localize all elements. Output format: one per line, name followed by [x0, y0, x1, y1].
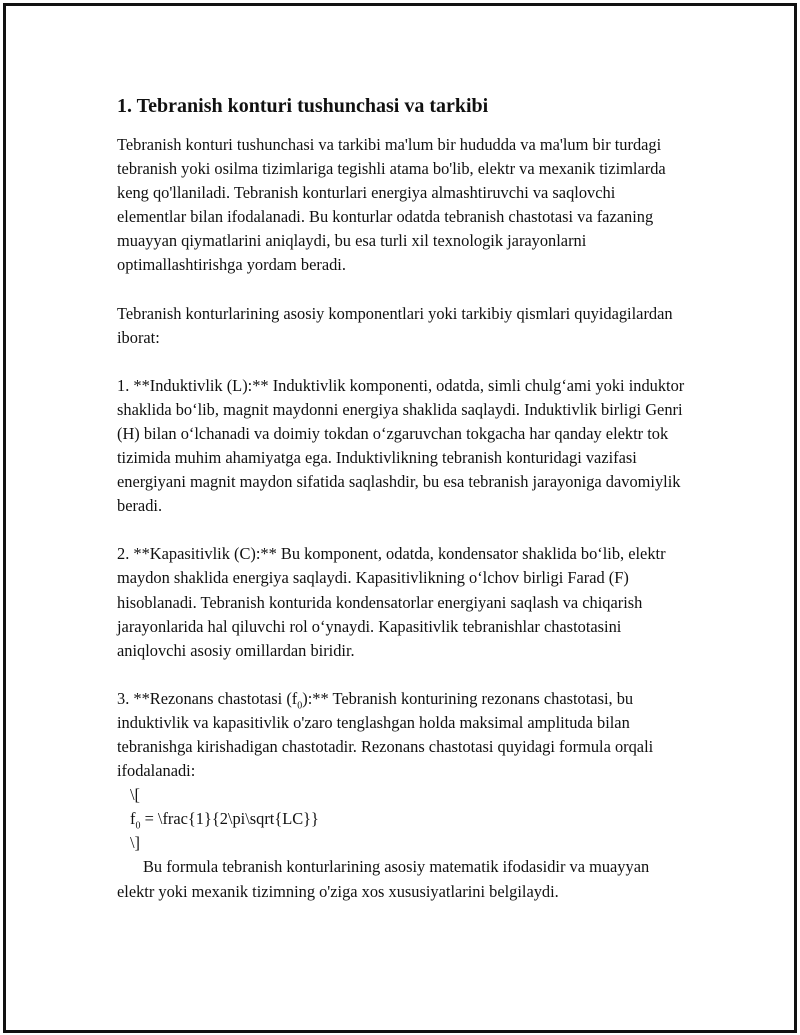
formula-subscript: 0 — [135, 820, 141, 832]
intro-paragraph: Tebranish konturi tushunchasi va tarkibi ma'lum bir hududda va ma'lum bir turdagi tebranish yoki osilma tizimlariga tegishli atama bo'lib, elektr va mexanik tizimlarda keng qo'llaniladi. Tebranish konturlari energiya almashtiruvchi va saqlovchi elementlar bilan ifodalanadi. Bu konturlar odatda tebranish chastotasi va fazaning muayyan qiymatlarini aniqlaydi, bu esa turli xil texnologik jarayonlarni optimallashtirishga yordam beradi. — [117, 135, 666, 275]
formula-open: \[ — [130, 785, 141, 805]
formula-rhs: = \frac{1}{2\pi\sqrt{LC}} — [140, 809, 319, 829]
closing-paragraph: Bu formula tebranish konturlarining asosiy matematik ifodasidir va muayyan elektr yoki mexanik tizimning o'ziga xos xususiyatlarini belgilaydi. — [117, 857, 650, 901]
resonance-paragraph — [117, 687, 687, 783]
formula-close: \] — [130, 833, 141, 853]
resonance-subscript: 0 — [297, 700, 303, 712]
components-intro-paragraph: Tebranish konturlarining asosiy komponentlari yoki tarkibiy qismlari quyidagilardan iborat: — [117, 303, 673, 347]
section-heading: 1. Tebranish konturi tushunchasi va tarkibi — [117, 95, 489, 117]
formula-lhs: f — [130, 809, 136, 829]
formula-expression — [117, 807, 687, 831]
resonance-text-start: 3. **Rezonans chastotasi (f — [117, 688, 298, 708]
document-body — [117, 92, 687, 904]
inductance-paragraph: 1. **Induktivlik (L):** Induktivlik komponenti, odatda, simli chulg‘ami yoki induktor shaklida bo‘lib, magnit maydonni energiya shaklida saqlaydi. Induktivlik birligi Genri (H) bilan o‘lchanadi va doimiy tokdan o‘zgaruvchan tokgacha har qanday elektr tok tizimida muhim ahamiyatga ega. Induktivlikning tebranish konturidagi vazifasi energiyani magnit maydon sifatida saqlashdir, bu esa tebranish jarayoniga davomiylik beradi. — [117, 375, 685, 516]
resonance-text-end: ):** Tebranish konturining rezonans chastotasi, bu induktivlik va kapasitivlik o'zaro tenglashgan holda maksimal amplituda bilan tebranishga kirishadigan chastotadir. Rezonans chastotasi quyidagi formula orqali ifodalanadi: — [117, 688, 654, 781]
capacitance-paragraph: 2. **Kapasitivlik (C):** Bu komponent, odatda, kondensator shaklida bo‘lib, elektr maydon shaklida energiya saqlaydi. Kapasitivlikning o‘lchov birligi Farad (F) hisoblanadi. Tebranish konturida kondensatorlar energiyani saqlash va chiqarish jarayonlarida hal qiluvchi rol o‘ynaydi. Kapasitivlik tebranishlar chastotasini aniqlovchi asosiy omillardan biridir. — [117, 544, 666, 660]
